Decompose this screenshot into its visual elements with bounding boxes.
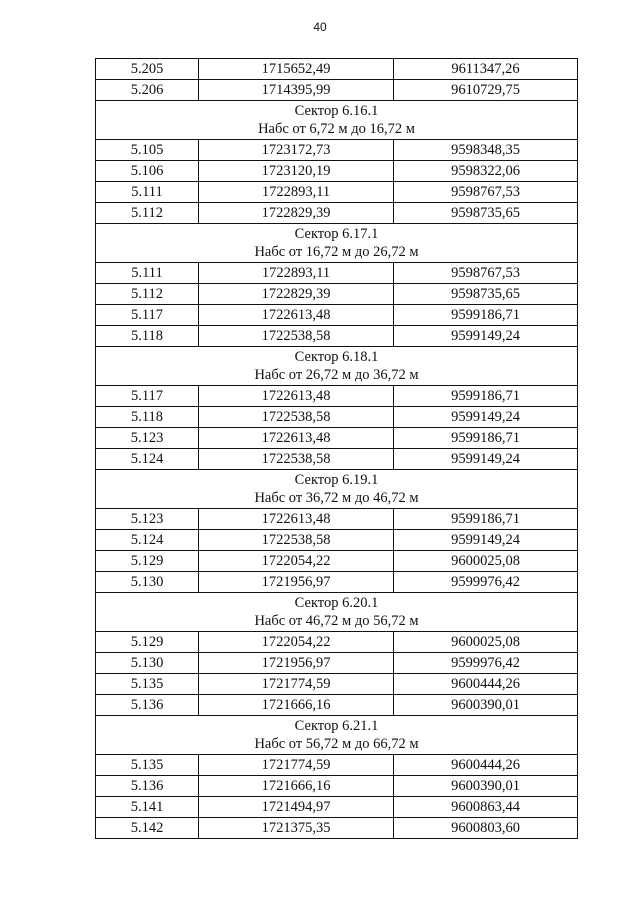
- point-number-cell: 5.117: [96, 305, 199, 326]
- x-coordinate-cell: 1715652,49: [199, 59, 394, 80]
- table-row: [96, 572, 578, 593]
- x-coordinate-cell: 1722054,22: [199, 551, 394, 572]
- point-number-cell: 5.130: [96, 572, 199, 593]
- sector-title: Сектор 6.20.1: [294, 595, 379, 611]
- sector-header-row: [96, 470, 578, 509]
- sector-header: [96, 716, 578, 755]
- table-row: [96, 140, 578, 161]
- point-number-cell: 5.135: [96, 674, 199, 695]
- coordinates-table-body: [96, 59, 578, 839]
- x-coordinate-cell: 1722054,22: [199, 632, 394, 653]
- x-coordinate-cell: 1722538,58: [199, 449, 394, 470]
- point-number-cell: 5.118: [96, 326, 199, 347]
- coordinates-table: [95, 58, 578, 839]
- x-coordinate-cell: 1721494,97: [199, 797, 394, 818]
- table-row: [96, 509, 578, 530]
- sector-header: [96, 347, 578, 386]
- table-row: [96, 59, 578, 80]
- y-coordinate-cell: 9600863,44: [394, 797, 578, 818]
- point-number-cell: 5.117: [96, 386, 199, 407]
- sector-title: Сектор 6.18.1: [294, 349, 379, 365]
- sector-header: [96, 224, 578, 263]
- y-coordinate-cell: 9599976,42: [394, 653, 578, 674]
- point-number-cell: 5.123: [96, 509, 199, 530]
- sector-height-range: Набс от 26,72 м до 36,72 м: [254, 367, 419, 383]
- y-coordinate-cell: 9598767,53: [394, 182, 578, 203]
- x-coordinate-cell: 1721666,16: [199, 695, 394, 716]
- point-number-cell: 5.205: [96, 59, 199, 80]
- x-coordinate-cell: 1722613,48: [199, 428, 394, 449]
- y-coordinate-cell: 9600444,26: [394, 755, 578, 776]
- point-number-cell: 5.141: [96, 797, 199, 818]
- y-coordinate-cell: 9599186,71: [394, 428, 578, 449]
- page-number: 40: [313, 20, 327, 34]
- y-coordinate-cell: 9599149,24: [394, 530, 578, 551]
- sector-height-range: Набс от 36,72 м до 46,72 м: [254, 490, 419, 506]
- table-row: [96, 407, 578, 428]
- y-coordinate-cell: 9599186,71: [394, 386, 578, 407]
- sector-header-row: [96, 593, 578, 632]
- sector-header: [96, 593, 578, 632]
- y-coordinate-cell: 9599186,71: [394, 509, 578, 530]
- x-coordinate-cell: 1722538,58: [199, 326, 394, 347]
- sector-height-range: Набс от 56,72 м до 66,72 м: [254, 736, 419, 752]
- y-coordinate-cell: 9598767,53: [394, 263, 578, 284]
- y-coordinate-cell: 9599186,71: [394, 305, 578, 326]
- x-coordinate-cell: 1721956,97: [199, 572, 394, 593]
- point-number-cell: 5.124: [96, 449, 199, 470]
- x-coordinate-cell: 1722829,39: [199, 203, 394, 224]
- point-number-cell: 5.111: [96, 263, 199, 284]
- x-coordinate-cell: 1722538,58: [199, 530, 394, 551]
- x-coordinate-cell: 1721666,16: [199, 776, 394, 797]
- table-row: [96, 182, 578, 203]
- point-number-cell: 5.112: [96, 284, 199, 305]
- sector-height-range: Набс от 16,72 м до 26,72 м: [254, 244, 419, 260]
- x-coordinate-cell: 1723120,19: [199, 161, 394, 182]
- y-coordinate-cell: 9600390,01: [394, 695, 578, 716]
- y-coordinate-cell: 9598348,35: [394, 140, 578, 161]
- y-coordinate-cell: 9599149,24: [394, 407, 578, 428]
- table-row: [96, 674, 578, 695]
- x-coordinate-cell: 1722613,48: [199, 509, 394, 530]
- table-row: [96, 797, 578, 818]
- y-coordinate-cell: 9600390,01: [394, 776, 578, 797]
- y-coordinate-cell: 9611347,26: [394, 59, 578, 80]
- point-number-cell: 5.135: [96, 755, 199, 776]
- table-row: [96, 203, 578, 224]
- sector-title: Сектор 6.21.1: [294, 718, 379, 734]
- table-row: [96, 263, 578, 284]
- y-coordinate-cell: 9598735,65: [394, 284, 578, 305]
- sector-height-range: Набс от 46,72 м до 56,72 м: [254, 613, 419, 629]
- y-coordinate-cell: 9599976,42: [394, 572, 578, 593]
- point-number-cell: 5.112: [96, 203, 199, 224]
- table-row: [96, 551, 578, 572]
- point-number-cell: 5.118: [96, 407, 199, 428]
- x-coordinate-cell: 1721956,97: [199, 653, 394, 674]
- point-number-cell: 5.123: [96, 428, 199, 449]
- table-row: [96, 428, 578, 449]
- x-coordinate-cell: 1723172,73: [199, 140, 394, 161]
- sector-title: Сектор 6.17.1: [294, 226, 379, 242]
- sector-title: Сектор 6.19.1: [294, 472, 379, 488]
- table-row: [96, 161, 578, 182]
- x-coordinate-cell: 1722613,48: [199, 305, 394, 326]
- sector-height-range: Набс от 6,72 м до 16,72 м: [258, 121, 415, 137]
- x-coordinate-cell: 1722893,11: [199, 263, 394, 284]
- point-number-cell: 5.124: [96, 530, 199, 551]
- x-coordinate-cell: 1722829,39: [199, 284, 394, 305]
- table-row: [96, 449, 578, 470]
- table-row: [96, 326, 578, 347]
- point-number-cell: 5.105: [96, 140, 199, 161]
- x-coordinate-cell: 1722538,58: [199, 407, 394, 428]
- y-coordinate-cell: 9599149,24: [394, 326, 578, 347]
- point-number-cell: 5.130: [96, 653, 199, 674]
- point-number-cell: 5.136: [96, 695, 199, 716]
- y-coordinate-cell: 9598735,65: [394, 203, 578, 224]
- y-coordinate-cell: 9600025,08: [394, 551, 578, 572]
- point-number-cell: 5.136: [96, 776, 199, 797]
- table-row: [96, 305, 578, 326]
- y-coordinate-cell: 9610729,75: [394, 80, 578, 101]
- sector-header: [96, 101, 578, 140]
- table-row: [96, 284, 578, 305]
- sector-title: Сектор 6.16.1: [294, 103, 379, 119]
- sector-header-row: [96, 224, 578, 263]
- table-row: [96, 632, 578, 653]
- table-row: [96, 80, 578, 101]
- x-coordinate-cell: 1721774,59: [199, 674, 394, 695]
- y-coordinate-cell: 9600025,08: [394, 632, 578, 653]
- point-number-cell: 5.111: [96, 182, 199, 203]
- y-coordinate-cell: 9600444,26: [394, 674, 578, 695]
- point-number-cell: 5.206: [96, 80, 199, 101]
- sector-header-row: [96, 716, 578, 755]
- y-coordinate-cell: 9599149,24: [394, 449, 578, 470]
- point-number-cell: 5.129: [96, 632, 199, 653]
- table-row: [96, 818, 578, 839]
- point-number-cell: 5.142: [96, 818, 199, 839]
- point-number-cell: 5.106: [96, 161, 199, 182]
- sector-header-row: [96, 347, 578, 386]
- x-coordinate-cell: 1721375,35: [199, 818, 394, 839]
- y-coordinate-cell: 9598322,06: [394, 161, 578, 182]
- table-row: [96, 776, 578, 797]
- point-number-cell: 5.129: [96, 551, 199, 572]
- table-row: [96, 530, 578, 551]
- table-row: [96, 386, 578, 407]
- x-coordinate-cell: 1722893,11: [199, 182, 394, 203]
- x-coordinate-cell: 1714395,99: [199, 80, 394, 101]
- table-row: [96, 653, 578, 674]
- y-coordinate-cell: 9600803,60: [394, 818, 578, 839]
- x-coordinate-cell: 1721774,59: [199, 755, 394, 776]
- table-row: [96, 755, 578, 776]
- sector-header-row: [96, 101, 578, 140]
- sector-header: [96, 470, 578, 509]
- table-row: [96, 695, 578, 716]
- x-coordinate-cell: 1722613,48: [199, 386, 394, 407]
